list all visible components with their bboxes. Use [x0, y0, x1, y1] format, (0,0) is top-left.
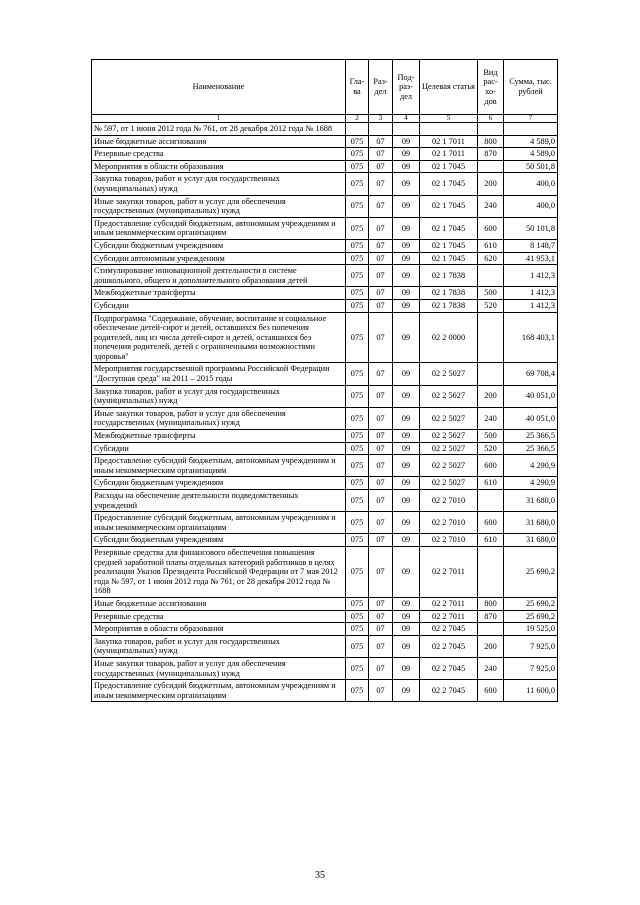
- row-podrazdel: 09: [393, 490, 420, 512]
- row-razdel: 07: [369, 512, 393, 534]
- table-row: [92, 455, 558, 477]
- row-razdel: 07: [369, 680, 393, 702]
- row-podrazdel: 09: [393, 442, 420, 455]
- row-razdel: 07: [369, 252, 393, 265]
- row-sum: 7 925,0: [504, 657, 558, 679]
- row-vid: 200: [478, 173, 504, 195]
- row-vid: [478, 312, 504, 363]
- table-row: [92, 610, 558, 623]
- header-row: [92, 60, 558, 115]
- table-body: [92, 123, 558, 702]
- row-target: 02 2 5027: [420, 442, 478, 455]
- row-razdel: 07: [369, 265, 393, 287]
- row-podrazdel: 09: [393, 363, 420, 385]
- table-row: [92, 623, 558, 636]
- header-glava: Гла-ва: [346, 60, 369, 115]
- row-name: Иные бюджетные ассигнования: [92, 597, 346, 610]
- table-row: [92, 546, 558, 597]
- header-target: Целевая статья: [420, 60, 478, 115]
- row-podrazdel: 09: [393, 657, 420, 679]
- column-number: 7: [504, 115, 558, 123]
- table-row: [92, 135, 558, 148]
- table-row: [92, 477, 558, 490]
- row-razdel: 07: [369, 135, 393, 148]
- row-name: Субсидии бюджетным учреждениям: [92, 534, 346, 547]
- row-glava: 075: [346, 534, 369, 547]
- row-razdel: 07: [369, 455, 393, 477]
- row-podrazdel: 09: [393, 597, 420, 610]
- row-podrazdel: 09: [393, 430, 420, 443]
- table-row: [92, 173, 558, 195]
- row-sum: 31 680,0: [504, 512, 558, 534]
- row-target: 02 2 7045: [420, 657, 478, 679]
- row-glava: 075: [346, 635, 369, 657]
- row-glava: 075: [346, 135, 369, 148]
- row-sum: 1 412,3: [504, 265, 558, 287]
- row-glava: 075: [346, 265, 369, 287]
- row-target: 02 1 7045: [420, 173, 478, 195]
- table-row: [92, 252, 558, 265]
- row-glava: [346, 123, 369, 136]
- row-razdel: 07: [369, 597, 393, 610]
- row-target: 02 1 7838: [420, 299, 478, 312]
- row-name: Иные закупки товаров, работ и услуг для обеспечения государственных (муниципальных) нужд: [92, 407, 346, 429]
- row-name: Стимулирование инновационной деятельности в системе дошкольного, общего и дополнительного образования детей: [92, 265, 346, 287]
- row-target: 02 1 7838: [420, 265, 478, 287]
- row-sum: 8 148,7: [504, 239, 558, 252]
- row-sum: 25 690,2: [504, 610, 558, 623]
- row-sum: 11 600,0: [504, 680, 558, 702]
- row-glava: 075: [346, 195, 369, 217]
- row-name: Мероприятия государственной программы Российской Федерации "Доступная среда" на 2011 – 2015 годы: [92, 363, 346, 385]
- table-row: [92, 490, 558, 512]
- header-name: Наименование: [92, 60, 346, 115]
- row-vid: 240: [478, 195, 504, 217]
- row-target: 02 1 7045: [420, 160, 478, 173]
- column-number: 2: [346, 115, 369, 123]
- row-glava: 075: [346, 657, 369, 679]
- row-sum: 25 690,2: [504, 597, 558, 610]
- table-row: [92, 148, 558, 161]
- row-vid: [478, 546, 504, 597]
- row-razdel: 07: [369, 546, 393, 597]
- row-podrazdel: 09: [393, 239, 420, 252]
- row-name: Закупка товаров, работ и услуг для государственных (муниципальных) нужд: [92, 385, 346, 407]
- row-razdel: [369, 123, 393, 136]
- row-podrazdel: 09: [393, 512, 420, 534]
- row-target: 02 2 0000: [420, 312, 478, 363]
- row-glava: 075: [346, 217, 369, 239]
- row-target: 02 2 7011: [420, 610, 478, 623]
- row-sum: 50 101,8: [504, 217, 558, 239]
- table-row: [92, 680, 558, 702]
- row-vid: 240: [478, 657, 504, 679]
- row-name: Иные закупки товаров, работ и услуг для обеспечения государственных (муниципальных) нужд: [92, 657, 346, 679]
- row-podrazdel: 09: [393, 610, 420, 623]
- row-razdel: 07: [369, 385, 393, 407]
- row-podrazdel: 09: [393, 287, 420, 300]
- row-name: Межбюджетные трансферты: [92, 287, 346, 300]
- table-row: [92, 430, 558, 443]
- row-sum: 40 051,0: [504, 407, 558, 429]
- row-target: 02 2 7010: [420, 490, 478, 512]
- row-sum: 4 290,9: [504, 455, 558, 477]
- table-row: [92, 657, 558, 679]
- row-target: 02 2 5027: [420, 455, 478, 477]
- row-name: Иные бюджетные ассигнования: [92, 135, 346, 148]
- row-name: Предоставление субсидий бюджетным, автономным учреждениям и иным некоммерческим организациям: [92, 455, 346, 477]
- row-razdel: 07: [369, 217, 393, 239]
- row-sum: 7 925,0: [504, 635, 558, 657]
- row-vid: 520: [478, 442, 504, 455]
- row-glava: 075: [346, 430, 369, 443]
- row-glava: 075: [346, 239, 369, 252]
- row-sum: [504, 123, 558, 136]
- row-name: Субсидии автономным учреждениям: [92, 252, 346, 265]
- column-number: 4: [393, 115, 420, 123]
- row-podrazdel: 09: [393, 160, 420, 173]
- row-name: Предоставление субсидий бюджетным, автономным учреждениям и иным некоммерческим организациям: [92, 512, 346, 534]
- row-glava: 075: [346, 546, 369, 597]
- row-podrazdel: 09: [393, 299, 420, 312]
- row-vid: [478, 265, 504, 287]
- row-razdel: 07: [369, 623, 393, 636]
- row-glava: 075: [346, 160, 369, 173]
- row-vid: 600: [478, 217, 504, 239]
- row-sum: 19 525,0: [504, 623, 558, 636]
- row-sum: 4 290,9: [504, 477, 558, 490]
- column-number: 1: [92, 115, 346, 123]
- row-podrazdel: 09: [393, 680, 420, 702]
- table-row: [92, 385, 558, 407]
- row-target: 02 2 5027: [420, 430, 478, 443]
- row-glava: 075: [346, 312, 369, 363]
- row-glava: 075: [346, 610, 369, 623]
- row-name: Субсидии: [92, 442, 346, 455]
- row-target: 02 2 5027: [420, 363, 478, 385]
- table-row: [92, 312, 558, 363]
- table-row: [92, 123, 558, 136]
- row-name: Резервные средства: [92, 610, 346, 623]
- row-target: 02 1 7045: [420, 217, 478, 239]
- column-number: 5: [420, 115, 478, 123]
- row-vid: 870: [478, 148, 504, 161]
- row-target: 02 2 7010: [420, 534, 478, 547]
- row-vid: [478, 123, 504, 136]
- row-sum: 25 366,5: [504, 442, 558, 455]
- row-podrazdel: 09: [393, 546, 420, 597]
- row-sum: 1 412,3: [504, 299, 558, 312]
- row-name: Подпрограмма "Содержание, обучение, воспитание и социальное обеспечение детей-сирот и детей, оставшихся без попечения родителей, лиц из числа детей-сирот и детей, оставшихся без попечения родителей, детей с ограниченными возможностями здоровья": [92, 312, 346, 363]
- row-razdel: 07: [369, 534, 393, 547]
- row-sum: 40 051,0: [504, 385, 558, 407]
- row-glava: 075: [346, 385, 369, 407]
- row-razdel: 07: [369, 363, 393, 385]
- row-sum: 31 680,0: [504, 490, 558, 512]
- row-vid: [478, 363, 504, 385]
- row-podrazdel: [393, 123, 420, 136]
- row-name: Расходы на обеспечение деятельности подведомственных учреждений: [92, 490, 346, 512]
- row-vid: 520: [478, 299, 504, 312]
- row-target: [420, 123, 478, 136]
- row-target: 02 1 7838: [420, 287, 478, 300]
- row-vid: 500: [478, 430, 504, 443]
- row-name: Закупка товаров, работ и услуг для государственных (муниципальных) нужд: [92, 173, 346, 195]
- row-razdel: 07: [369, 160, 393, 173]
- row-name: Субсидии бюджетным учреждениям: [92, 239, 346, 252]
- row-razdel: 07: [369, 299, 393, 312]
- row-target: 02 1 7011: [420, 148, 478, 161]
- table-row: [92, 265, 558, 287]
- row-glava: 075: [346, 477, 369, 490]
- row-razdel: 07: [369, 312, 393, 363]
- table-row: [92, 217, 558, 239]
- row-razdel: 07: [369, 239, 393, 252]
- row-podrazdel: 09: [393, 385, 420, 407]
- row-razdel: 07: [369, 148, 393, 161]
- row-vid: 600: [478, 680, 504, 702]
- row-sum: 4 589,0: [504, 135, 558, 148]
- row-name: Предоставление субсидий бюджетным, автономным учреждениям и иным некоммерческим организациям: [92, 680, 346, 702]
- row-glava: 075: [346, 490, 369, 512]
- row-vid: [478, 623, 504, 636]
- row-razdel: 07: [369, 477, 393, 490]
- row-sum: 25 690,2: [504, 546, 558, 597]
- row-glava: 075: [346, 299, 369, 312]
- row-sum: 1 412,3: [504, 287, 558, 300]
- row-name: Предоставление субсидий бюджетным, автономным учреждениям и иным некоммерческим организациям: [92, 217, 346, 239]
- row-target: 02 2 7011: [420, 597, 478, 610]
- row-sum: 69 708,4: [504, 363, 558, 385]
- row-name: Резервные средства для финансового обеспечения повышения средней заработной платы отдельных категорий работников в целях реализации Указов Президента Российской Федерации от 7 мая 2012 года № 597, от 1 июня 2012 года № 761, от 28 декабря 2012 года № 1688: [92, 546, 346, 597]
- row-name: Межбюджетные трансферты: [92, 430, 346, 443]
- row-vid: 620: [478, 252, 504, 265]
- row-podrazdel: 09: [393, 265, 420, 287]
- row-sum: 50 501,8: [504, 160, 558, 173]
- row-razdel: 07: [369, 657, 393, 679]
- row-glava: 075: [346, 407, 369, 429]
- table-row: [92, 442, 558, 455]
- row-target: 02 1 7045: [420, 195, 478, 217]
- column-number: 6: [478, 115, 504, 123]
- column-number: 3: [369, 115, 393, 123]
- column-number-row: [92, 115, 558, 123]
- table-row: [92, 512, 558, 534]
- row-podrazdel: 09: [393, 135, 420, 148]
- row-razdel: 07: [369, 442, 393, 455]
- row-podrazdel: 09: [393, 534, 420, 547]
- row-target: 02 1 7045: [420, 252, 478, 265]
- row-glava: 075: [346, 173, 369, 195]
- row-glava: 075: [346, 597, 369, 610]
- row-name: Резервные средства: [92, 148, 346, 161]
- row-podrazdel: 09: [393, 148, 420, 161]
- row-vid: 240: [478, 407, 504, 429]
- row-razdel: 07: [369, 407, 393, 429]
- row-podrazdel: 09: [393, 252, 420, 265]
- row-glava: 075: [346, 363, 369, 385]
- row-vid: 200: [478, 385, 504, 407]
- row-sum: 25 366,5: [504, 430, 558, 443]
- row-name: Мероприятия в области образования: [92, 623, 346, 636]
- row-target: 02 2 7045: [420, 635, 478, 657]
- row-vid: 610: [478, 477, 504, 490]
- row-razdel: 07: [369, 287, 393, 300]
- row-sum: 168 403,1: [504, 312, 558, 363]
- row-podrazdel: 09: [393, 455, 420, 477]
- table-row: [92, 299, 558, 312]
- row-glava: 075: [346, 512, 369, 534]
- row-glava: 075: [346, 442, 369, 455]
- table-row: [92, 635, 558, 657]
- row-target: 02 2 5027: [420, 385, 478, 407]
- header-podrazdel: Под-раз-дел: [393, 60, 420, 115]
- row-sum: 31 680,0: [504, 534, 558, 547]
- row-razdel: 07: [369, 635, 393, 657]
- table-row: [92, 287, 558, 300]
- row-podrazdel: 09: [393, 312, 420, 363]
- row-glava: 075: [346, 148, 369, 161]
- row-podrazdel: 09: [393, 635, 420, 657]
- row-target: 02 2 5027: [420, 477, 478, 490]
- row-vid: 600: [478, 512, 504, 534]
- row-vid: 610: [478, 534, 504, 547]
- row-name: Субсидии бюджетным учреждениям: [92, 477, 346, 490]
- table-row: [92, 195, 558, 217]
- page-number: 35: [315, 870, 325, 881]
- table-row: [92, 597, 558, 610]
- row-glava: 075: [346, 287, 369, 300]
- table-row: [92, 407, 558, 429]
- row-name: Мероприятия в области образования: [92, 160, 346, 173]
- row-glava: 075: [346, 252, 369, 265]
- row-podrazdel: 09: [393, 217, 420, 239]
- row-glava: 075: [346, 623, 369, 636]
- row-razdel: 07: [369, 490, 393, 512]
- row-target: 02 2 7011: [420, 546, 478, 597]
- row-razdel: 07: [369, 173, 393, 195]
- row-vid: [478, 490, 504, 512]
- row-vid: 500: [478, 287, 504, 300]
- row-name: № 597, от 1 июня 2012 года № 761, от 28 декабря 2012 года № 1688: [92, 123, 346, 136]
- row-razdel: 07: [369, 430, 393, 443]
- row-target: 02 2 7010: [420, 512, 478, 534]
- row-vid: 600: [478, 455, 504, 477]
- row-target: 02 1 7045: [420, 239, 478, 252]
- row-glava: 075: [346, 680, 369, 702]
- table-row: [92, 160, 558, 173]
- row-podrazdel: 09: [393, 477, 420, 490]
- row-name: Иные закупки товаров, работ и услуг для обеспечения государственных (муниципальных) нужд: [92, 195, 346, 217]
- row-target: 02 2 7045: [420, 623, 478, 636]
- row-name: Закупка товаров, работ и услуг для государственных (муниципальных) нужд: [92, 635, 346, 657]
- row-sum: 400,0: [504, 173, 558, 195]
- budget-table: [91, 59, 558, 702]
- table-row: [92, 363, 558, 385]
- row-podrazdel: 09: [393, 195, 420, 217]
- header-vid: Вид рас-хо-дов: [478, 60, 504, 115]
- row-name: Субсидии: [92, 299, 346, 312]
- row-vid: 800: [478, 135, 504, 148]
- row-razdel: 07: [369, 195, 393, 217]
- row-target: 02 2 5027: [420, 407, 478, 429]
- row-sum: 400,0: [504, 195, 558, 217]
- header-sum: Сумма, тыс. рублей: [504, 60, 558, 115]
- table-row: [92, 534, 558, 547]
- row-podrazdel: 09: [393, 623, 420, 636]
- row-podrazdel: 09: [393, 407, 420, 429]
- row-razdel: 07: [369, 610, 393, 623]
- row-target: 02 1 7011: [420, 135, 478, 148]
- table-row: [92, 239, 558, 252]
- row-vid: 870: [478, 610, 504, 623]
- row-vid: 800: [478, 597, 504, 610]
- row-vid: 610: [478, 239, 504, 252]
- row-vid: [478, 160, 504, 173]
- row-podrazdel: 09: [393, 173, 420, 195]
- row-target: 02 2 7045: [420, 680, 478, 702]
- row-sum: 4 589,0: [504, 148, 558, 161]
- row-glava: 075: [346, 455, 369, 477]
- row-vid: 200: [478, 635, 504, 657]
- row-sum: 41 953,1: [504, 252, 558, 265]
- header-razdel: Раз-дел: [369, 60, 393, 115]
